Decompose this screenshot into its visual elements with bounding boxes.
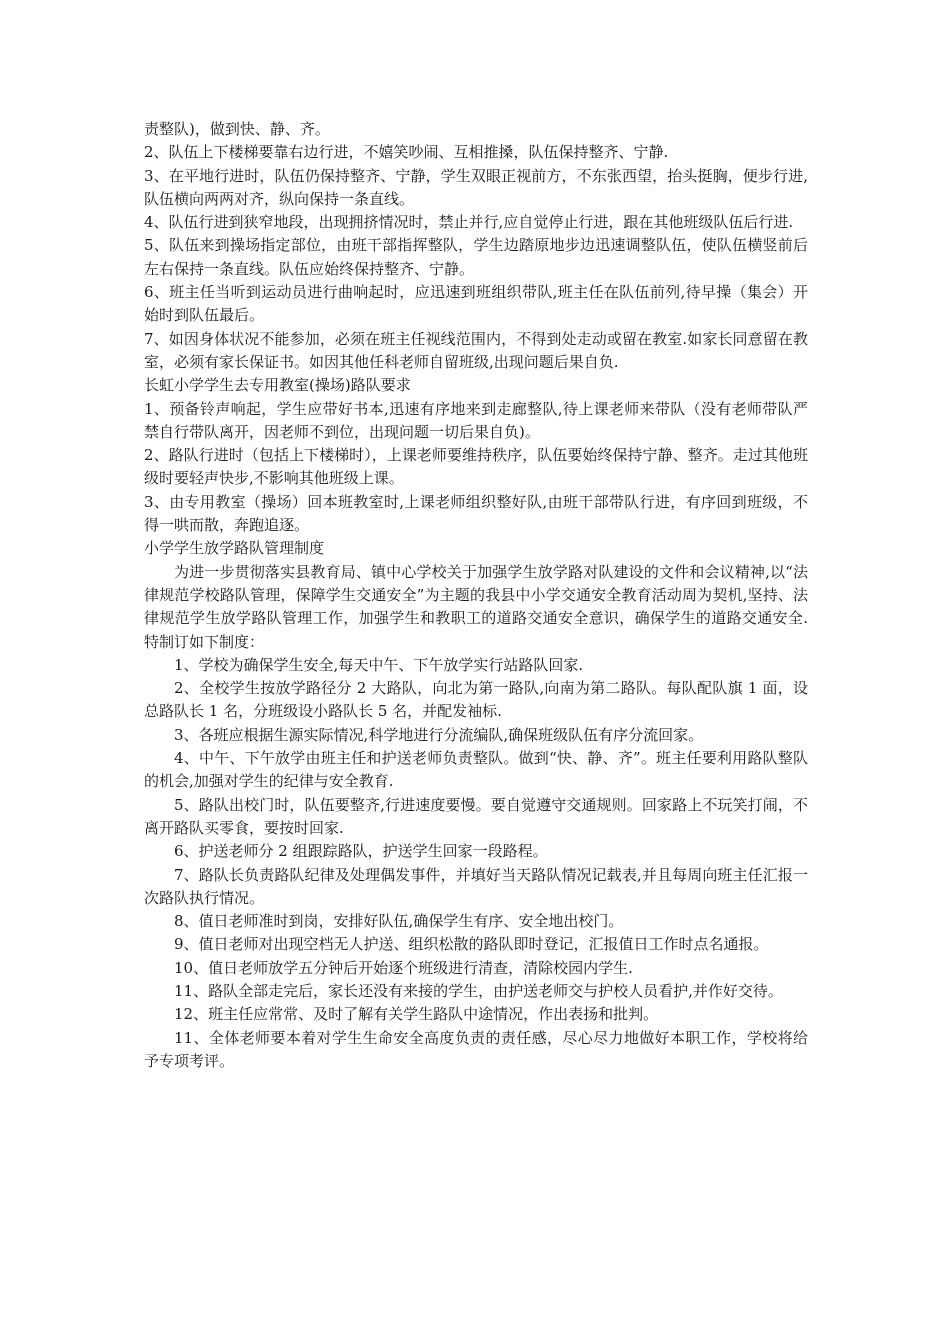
paragraph: 12、班主任应常常、及时了解有关学生路队中途情况，作出表扬和批判。: [174, 1005, 659, 1024]
paragraph: 3、在平地行进时，队伍仍保持整齐、宁静，学生双眼正视前方，不东张西望，抬头挺胸，便步行进,队伍横向两两对齐，纵向保持一条直线。: [144, 166, 808, 208]
paragraph: 11、全体老师要本着对学生生命安全高度负责的责任感，尽心尽力地做好本职工作，学校将给予专项考评。: [144, 1028, 808, 1070]
paragraph: 10、值日老师放学五分钟后开始逐个班级进行清查，清除校园内学生.: [174, 958, 633, 977]
paragraph: 2、队伍上下楼梯要靠右边行进，不嬉笑吵闹、互相推搡，队伍保持整齐、宁静.: [144, 143, 669, 162]
section-heading: 长虹小学学生去专用教室(操场)路队要求: [144, 376, 411, 395]
paragraph: 6、班主任当听到运动员进行曲响起时，应迅速到班组织带队,班主任在队伍前列,待早操（集会）开始时到队伍最后。: [144, 283, 808, 325]
paragraph: 3、各班应根据生源实际情况,科学地进行分流编队,确保班级队伍有序分流回家。: [174, 725, 704, 744]
paragraph: 2、全校学生按放学路径分 2 大路队，向北为第一路队,向南为第二路队。每队配队旗 1 面，设总路队长 1 名，分班级设小路队长 5 名，并配发袖标.: [144, 679, 808, 721]
paragraph: 4、队伍行进到狭窄地段，出现拥挤情况时，禁止并行,应自觉停止行进，跟在其他班级队伍后行进.: [144, 213, 794, 232]
paragraph: 1、预备铃声响起，学生应带好书本,迅速有序地来到走廊整队,待上课老师来带队（没有老师带队严禁自行带队离开，因老师不到位，出现问题一切后果自负)。: [144, 399, 808, 441]
paragraph: 7、如因身体状况不能参加，必须在班主任视线范围内，不得到处走动或留在教室.如家长同意留在教室，必须有家长保证书。如因其他任科老师自留班级,出现问题后果自负.: [144, 329, 808, 371]
paragraph: 9、值日老师对出现空档无人护送、组织松散的路队即时登记，汇报值日工作时点名通报。: [174, 935, 769, 954]
section-heading: 小学学生放学路队管理制度: [144, 539, 325, 558]
paragraph: 4、中午、下午放学由班主任和护送老师负责整队。做到“快、静、齐”。班主任要利用路队整队的机会,加强对学生的纪律与安全教育.: [144, 749, 808, 791]
section-morning-queue-rules: [144, 118, 808, 374]
paragraph: 8、值日老师准时到岗，安排好队伍,确保学生有序、安全地出校门。: [174, 912, 624, 931]
paragraph: 5、队伍来到操场指定部位，由班干部指挥整队，学生边踏原地步边迅速调整队伍，使队伍横竖前后左右保持一条直线。队伍应始终保持整齐、宁静。: [144, 236, 808, 278]
paragraph: 2、路队行进时（包括上下楼梯时），上课老师要维持秩序，队伍要始终保持宁静、整齐。走过其他班级时要轻声快步,不影响其他班级上课。: [144, 446, 808, 488]
paragraph: 6、护送老师分 2 组跟踪路队，护送学生回家一段路程。: [174, 842, 548, 861]
section-dismissal-queue-system: [144, 537, 808, 1073]
paragraph: 3、由专用教室（操场）回本班教室时,上课老师组织整好队,由班干部带队行进，有序回到班级，不得一哄而散，奔跑追逐。: [144, 492, 808, 535]
section-special-classroom-queue: [144, 374, 808, 537]
paragraph: 责整队)，做到快、静、齐。: [144, 120, 330, 138]
paragraph: 为进一步贯彻落实县教育局、镇中心学校关于加强学生放学路对队建设的文件和会议精神,以“法律规范学校路队管理，保障学生交通安全”为主题的我县中小学交通安全教育活动周为契机,坚持、法律规范学生放学路队管理工作，加强学生和教职工的道路交通安全意识，确保学生的道路交通安全.特制订如下制度：: [144, 562, 808, 651]
document-page: [144, 118, 808, 1073]
paragraph: 1、学校为确保学生安全,每天中午、下午放学实行站路队回家.: [174, 655, 584, 674]
paragraph: 11、路队全部走完后，家长还没有来接的学生，由护送老师交与护校人员看护,并作好交待。: [174, 981, 783, 1000]
paragraph: 5、路队出校门时，队伍要整齐,行进速度要慢。要自觉遵守交通规则。回家路上不玩笑打闹，不离开路队买零食，要按时回家.: [144, 795, 808, 837]
paragraph: 7、路队长负责路队纪律及处理偶发事件，并填好当天路队情况记载表,并且每周向班主任汇报一次路队执行情况。: [144, 865, 808, 907]
